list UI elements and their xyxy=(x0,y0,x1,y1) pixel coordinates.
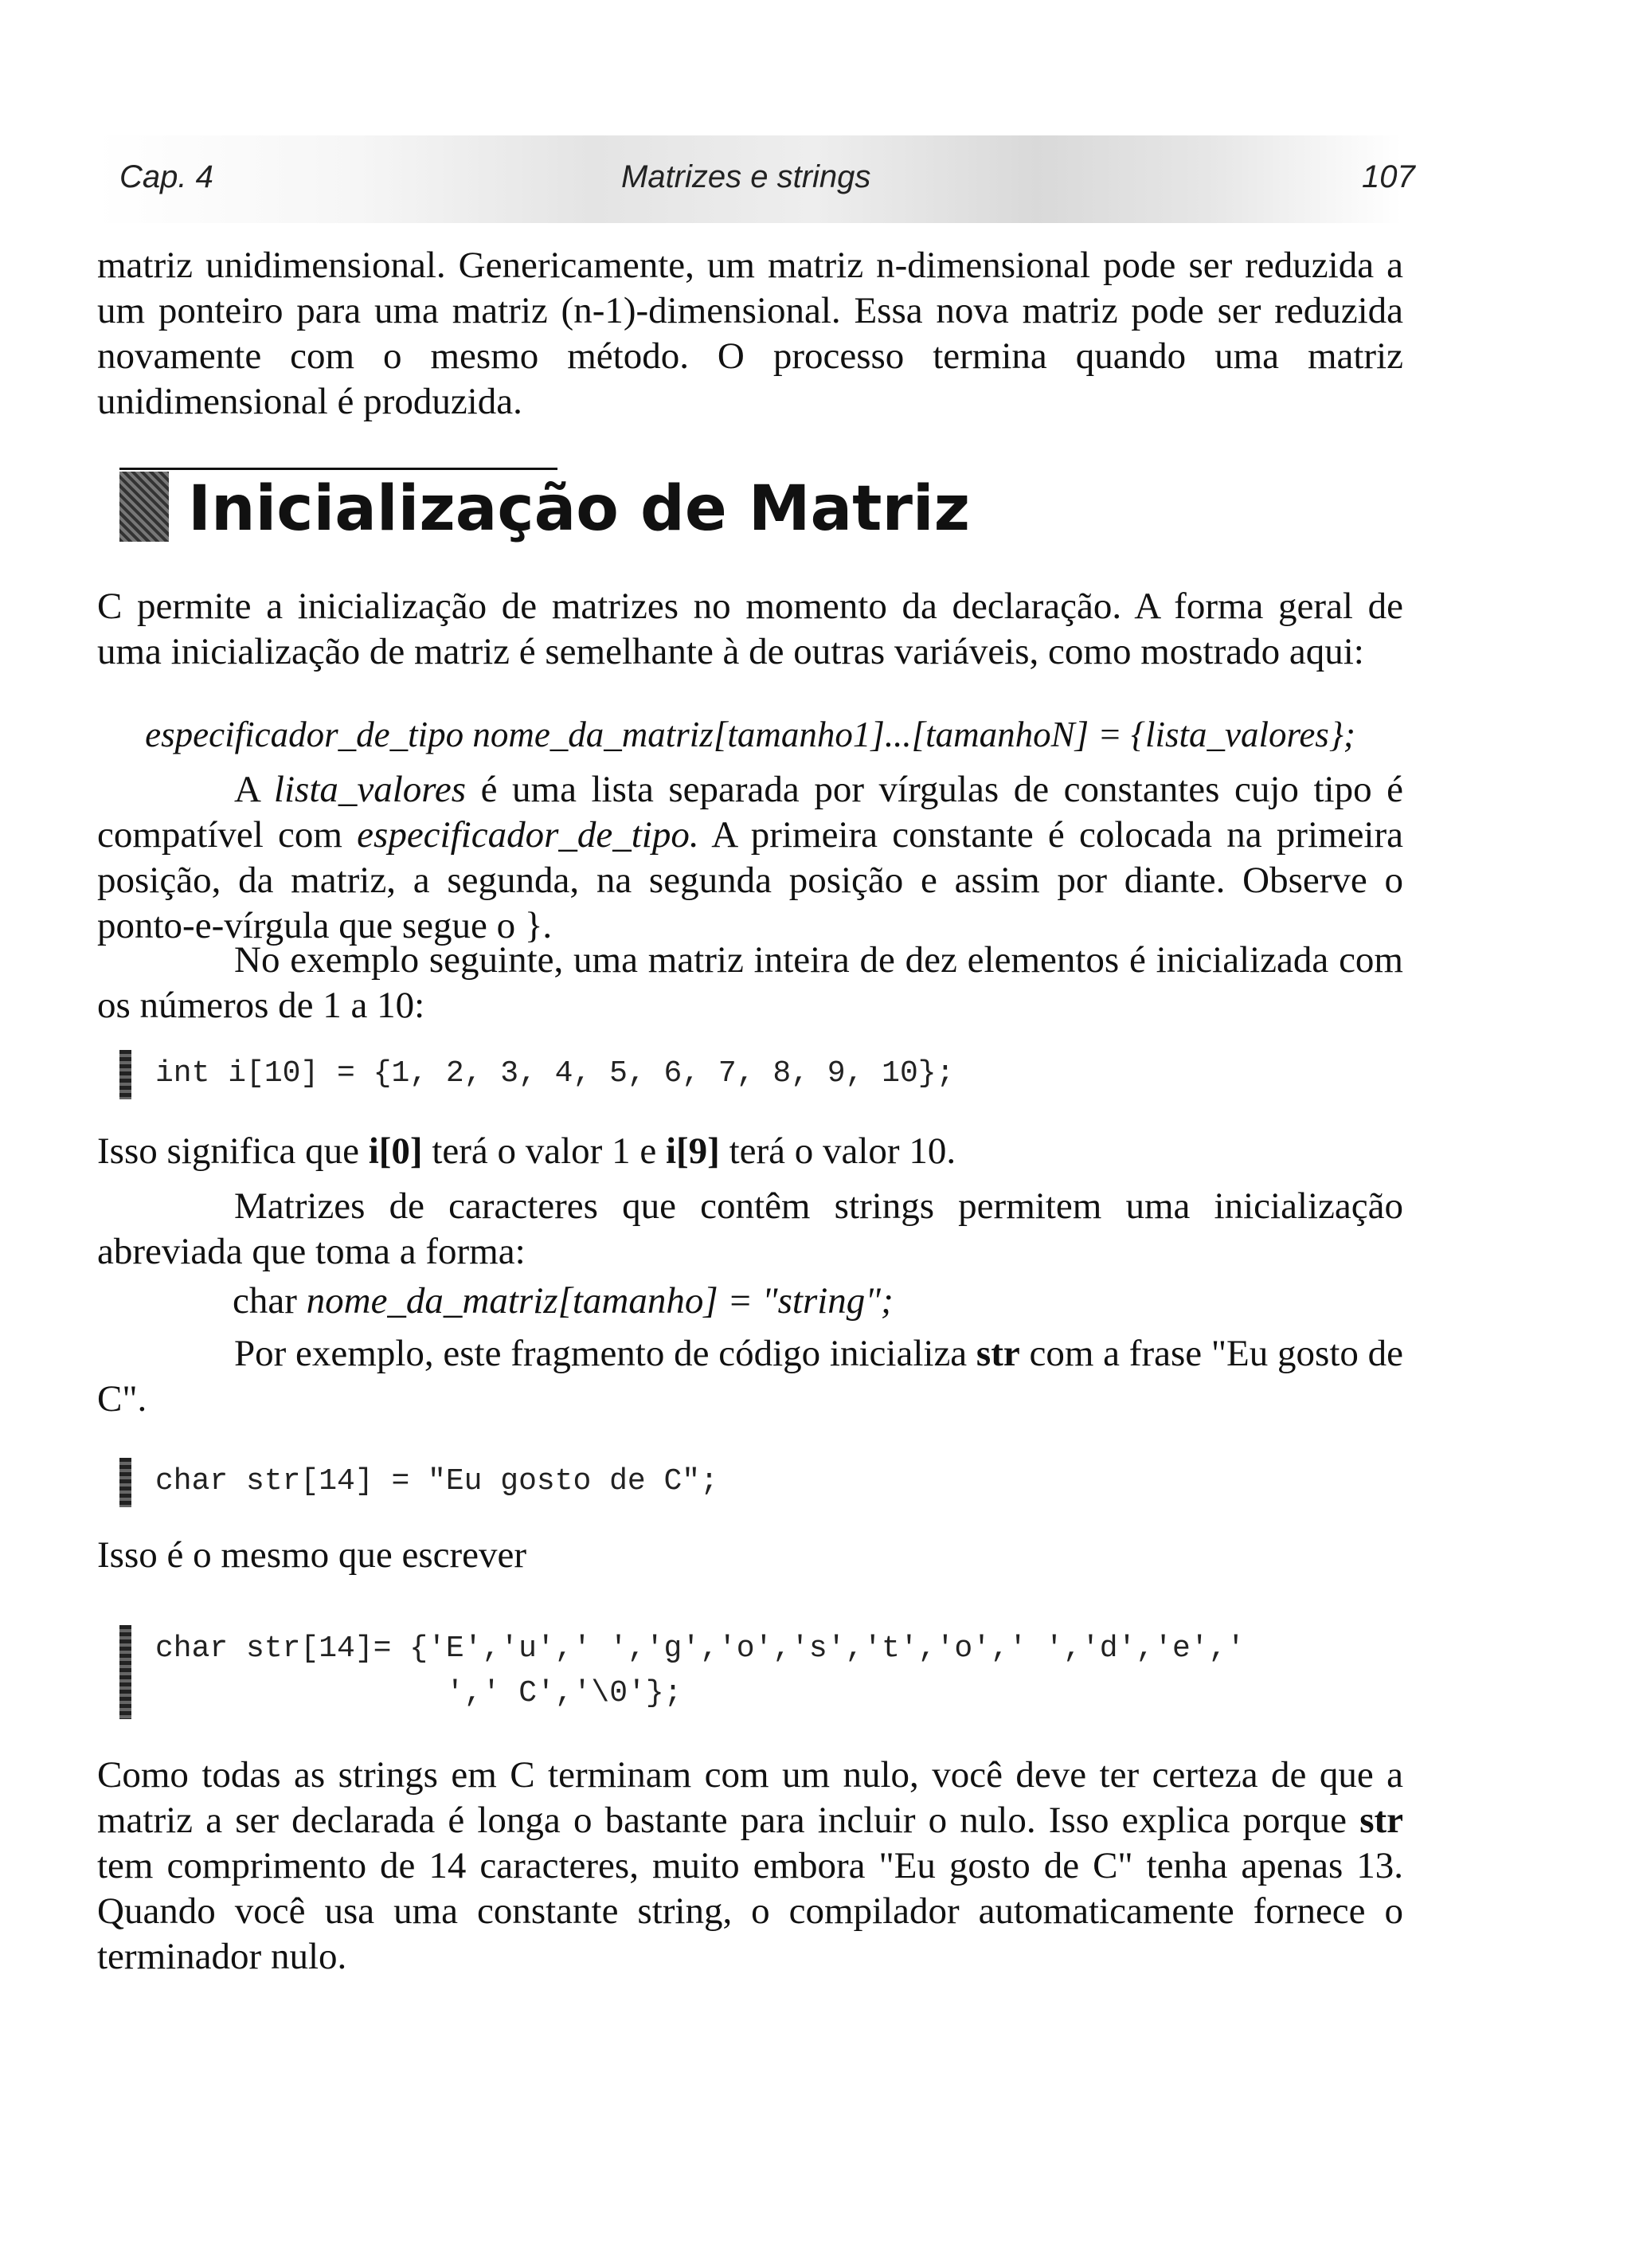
code-char-array-line1: char str[14]= {'E','u',' ','g','o','s','t','o',' ','d','e',' xyxy=(155,1631,1264,1666)
text-run: Isso significa que xyxy=(97,1130,369,1172)
text-run: tem comprimento de 14 caracteres, muito embora "Eu gosto de C" tenha apenas 13. Quando você usa uma constante string, o compilador automaticamente fornece o terminador nulo. xyxy=(97,1845,1403,1977)
running-header xyxy=(96,135,1415,223)
code-term-i0: i[0] xyxy=(368,1130,423,1172)
text-run: com a frase "Eu gosto de C". xyxy=(97,1333,1403,1420)
paragraph-char-arrays: Matrizes de caracteres que contêm strings permitem uma inicialização abreviada que toma a forma: xyxy=(97,1185,1403,1272)
paragraph-example: No exemplo seguinte, uma matriz inteira de dez elementos é inicializada com os números de 1 a 10: xyxy=(97,939,1403,1026)
code-marker-icon xyxy=(119,1625,131,1719)
term-type-specifier: especificador_de_tipo. xyxy=(357,814,699,856)
chapter-title: Matrizes e strings xyxy=(621,159,871,194)
code-char-array-line2: ',' C','\0'}; xyxy=(446,1676,683,1710)
text-run: A primeira constante é colocada na primeira posição, da matriz, a segunda, na segunda posição e assim por diante. Observe o ponto-e-vírgula que segue o }. xyxy=(97,814,1403,946)
text-run: terá o valor 10. xyxy=(719,1130,956,1172)
paragraph-null-terminator xyxy=(97,1753,1403,1980)
section-title: Inicialização de Matriz xyxy=(188,473,971,545)
text-run: Como todas as strings em C terminam com um nulo, você deve ter certeza de que a matriz a ser declarada é longa o bastante para incluir o nulo. Isso explica porque xyxy=(97,1754,1403,1841)
syntax-keyword: char xyxy=(233,1280,307,1322)
paragraph-meaning xyxy=(97,1129,1403,1174)
paragraph-initialization: C permite a inicialização de matrizes no momento da declaração. A forma geral de uma inicialização de matriz é semelhante à de outras variáveis, como mostrado aqui: xyxy=(97,586,1403,672)
page-number: 107 xyxy=(1362,159,1415,194)
code-term-str: str xyxy=(1359,1800,1403,1841)
code-string-init: char str[14] = "Eu gosto de C"; xyxy=(155,1464,718,1498)
paragraph-same-as: Isso é o mesmo que escrever xyxy=(97,1534,527,1576)
text-run: A xyxy=(234,769,274,810)
string-syntax xyxy=(233,1279,894,1322)
syntax-rest: nome_da_matriz[tamanho] = "string"; xyxy=(306,1280,894,1322)
term-value-list: lista_valores xyxy=(273,769,467,810)
text-run: Por exemplo, este fragmento de código inicializa xyxy=(234,1333,976,1374)
general-syntax: especificador_de_tipo nome_da_matriz[tamanho1]...[tamanhoN] = {lista_valores}; xyxy=(145,715,1355,754)
paragraph-fragment xyxy=(97,1331,1403,1422)
text-run: é uma lista separada por vírgulas de constantes cujo tipo é compatível com xyxy=(97,769,1403,856)
section-marker-icon xyxy=(119,472,169,542)
text-run: terá o valor 1 e xyxy=(422,1130,666,1172)
code-marker-icon xyxy=(119,1458,131,1507)
chapter-label: Cap. 4 xyxy=(119,159,213,194)
code-term-str: str xyxy=(976,1333,1020,1374)
paragraph-value-list xyxy=(97,767,1403,949)
intro-paragraph: matriz unidimensional. Genericamente, um matriz n-dimensional pode ser reduzida a um ponteiro para uma matriz (n-1)-dimensional. Essa nova matriz pode ser reduzida novamente com o mesmo método. O processo termina quando uma matriz unidimensional é produzida. xyxy=(97,245,1403,422)
code-term-i9: i[9] xyxy=(665,1130,720,1172)
code-marker-icon xyxy=(119,1050,131,1099)
code-int-array: int i[10] = {1, 2, 3, 4, 5, 6, 7, 8, 9, 10}; xyxy=(155,1056,955,1091)
